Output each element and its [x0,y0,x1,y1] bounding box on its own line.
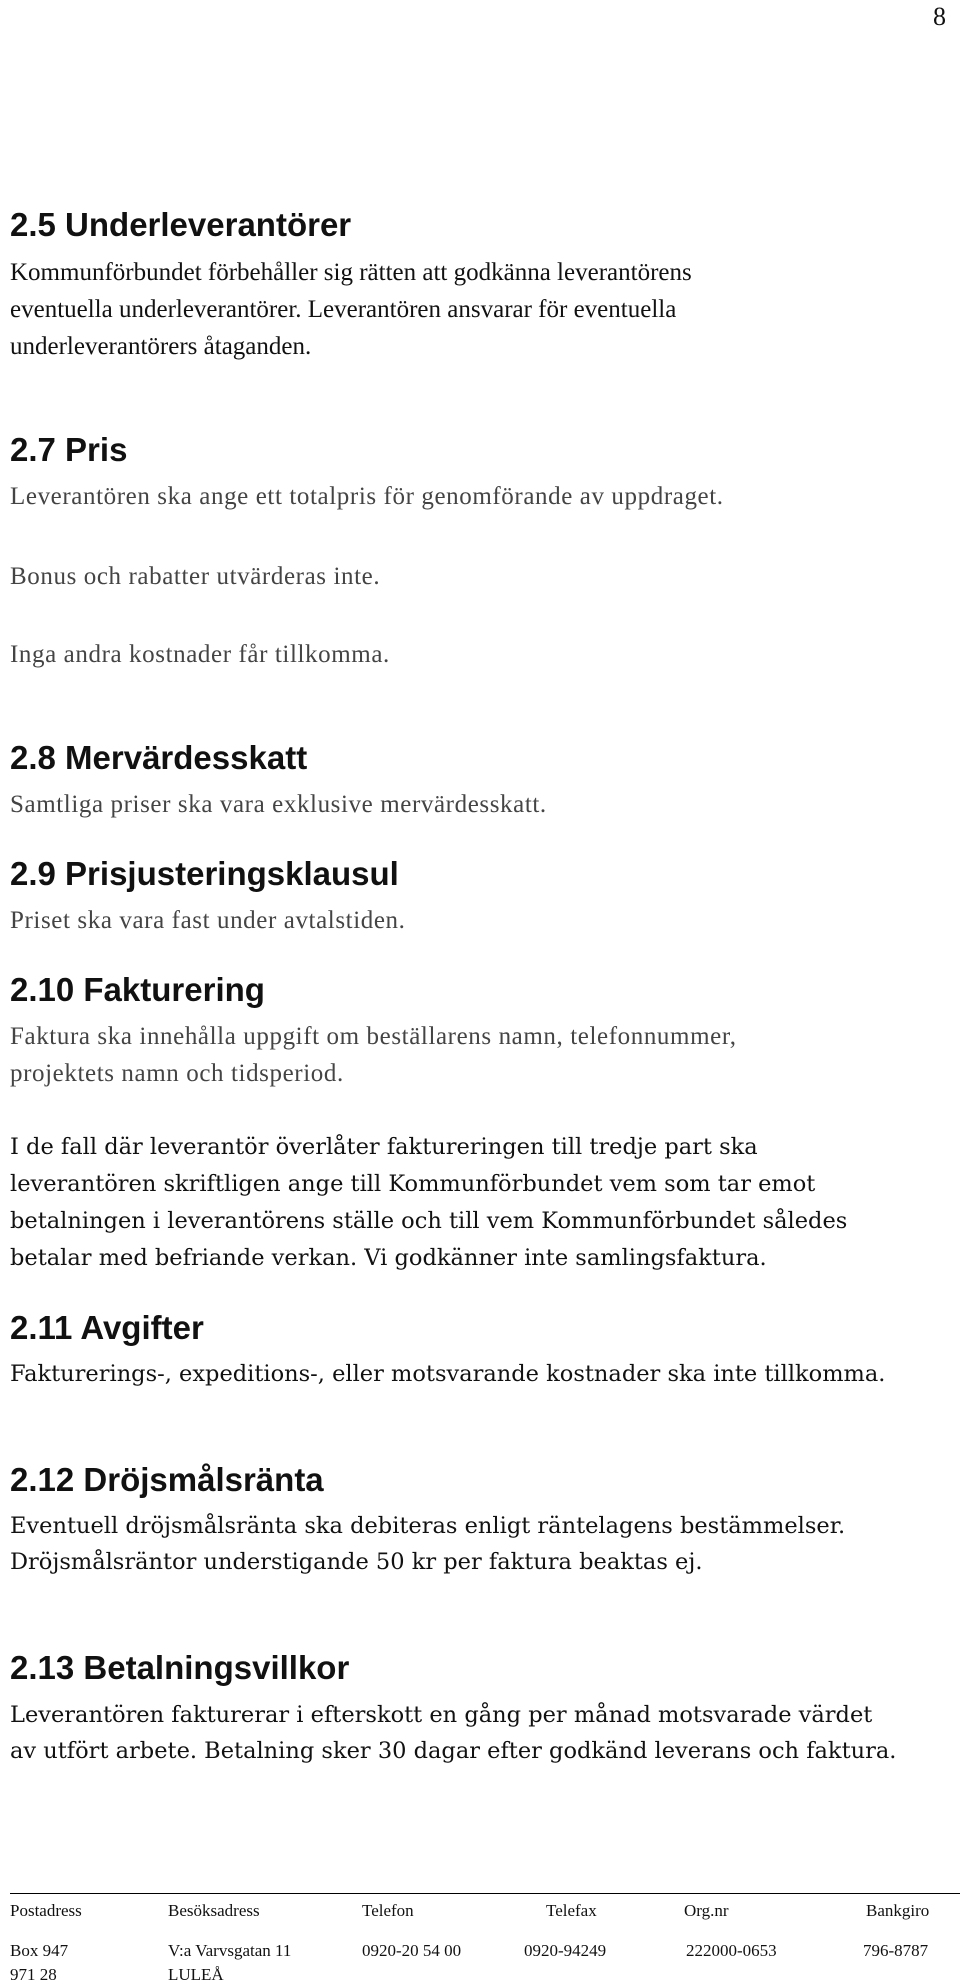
paragraph-line: leverantören skriftligen ange till Kommunförbundet vem som tar emot [10,1171,816,1197]
section-heading-pris: 2.7 Pris [10,431,128,468]
section-heading-betalningsvillkor: 2.13 Betalningsvillkor [10,1649,350,1686]
footer-telefax: 0920-94249 [524,1941,607,1960]
paragraph-line: Priset ska vara fast under avtalstiden. [10,907,406,934]
paragraph-line: betalar med befriande verkan. Vi godkänner inte samlingsfaktura. [10,1245,767,1271]
paragraph-line: Samtliga priser ska vara exklusive mervärdesskatt. [10,791,547,818]
paragraph-line: underleverantörers åtaganden. [10,333,312,360]
paragraph-line: av utfört arbete. Betalning sker 30 dagar efter godkänd leverans och faktura. [10,1738,897,1764]
footer-header-telefon: Telefon [362,1901,414,1920]
footer-header-orgnr: Org.nr [684,1901,729,1920]
paragraph-line: Bonus och rabatter utvärderas inte. [10,563,381,590]
paragraph-line: I de fall där leverantör överlåter faktureringen till tredje part ska [10,1134,758,1160]
paragraph-line: Leverantören fakturerar i efterskott en gång per månad motsvarade värdet [10,1702,873,1728]
footer-postnummer: 971 28 [10,1965,57,1984]
footer-telefon: 0920-20 54 00 [362,1941,462,1960]
footer-ort: LULEÅ [168,1965,224,1984]
paragraph-line: betalningen i leverantörens ställe och till vem Kommunförbundet således [10,1208,848,1234]
footer-header-besoksadress: Besöksadress [168,1901,260,1920]
paragraph-line: Dröjsmålsräntor understigande 50 kr per faktura beaktas ej. [10,1549,703,1575]
footer-bankgiro: 796-8787 [863,1941,929,1960]
footer-besoksadress: V:a Varvsgatan 11 [168,1941,292,1960]
footer-postadress: Box 947 [10,1941,69,1960]
paragraph-line: Faktura ska innehålla uppgift om beställarens namn, telefonnummer, [10,1023,737,1050]
section-heading-avgifter: 2.11 Avgifter [10,1309,204,1346]
section-heading-fakturering: 2.10 Fakturering [10,971,265,1008]
paragraph-line: Fakturerings-, expeditions-, eller motsvarande kostnader ska inte tillkomma. [10,1361,886,1387]
paragraph-line: Inga andra kostnader får tillkomma. [10,641,390,668]
footer-orgnr: 222000-0653 [686,1941,777,1960]
paragraph-line: Leverantören ska ange ett totalpris för genomförande av uppdraget. [10,483,724,510]
section-heading-mervardesskatt: 2.8 Mervärdesskatt [10,739,308,776]
footer-header-telefax: Telefax [546,1901,597,1920]
page-number: 8 [933,2,946,31]
paragraph-line: Eventuell dröjsmålsränta ska debiteras enligt räntelagens bestämmelser. [10,1513,846,1539]
footer-header-postadress: Postadress [10,1901,82,1920]
section-heading-underleverantorer: 2.5 Underleverantörer [10,206,352,243]
paragraph-line: projektets namn och tidsperiod. [10,1060,344,1087]
paragraph-line: eventuella underleverantörer. Leverantören ansvarar för eventuella [10,296,677,323]
paragraph-line: Kommunförbundet förbehåller sig rätten att godkänna leverantörens [10,259,692,286]
section-heading-prisjusteringsklausul: 2.9 Prisjusteringsklausul [10,855,399,892]
footer-divider [10,1893,960,1894]
section-heading-drojsmalsranta: 2.12 Dröjsmålsränta [10,1461,324,1498]
footer-header-bankgiro: Bankgiro [866,1901,930,1920]
